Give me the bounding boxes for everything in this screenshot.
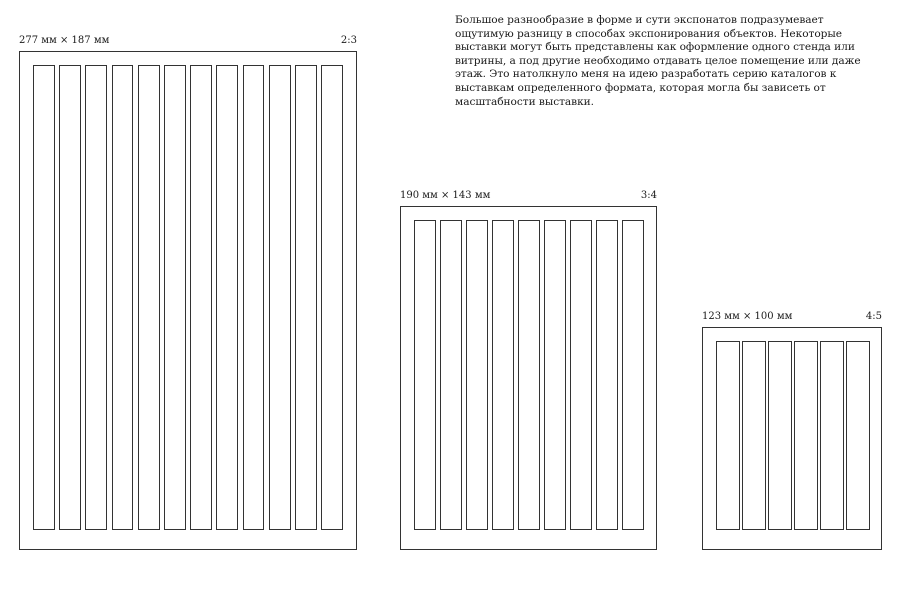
grid-column <box>596 220 618 530</box>
grid-column <box>492 220 514 530</box>
page-frame <box>702 327 882 550</box>
format-4-5 <box>702 311 882 550</box>
page-frame <box>19 51 357 550</box>
format-size-label: 190 мм × 143 мм <box>400 190 491 201</box>
grid-column <box>216 65 238 530</box>
grid-column <box>570 220 592 530</box>
grid-column <box>544 220 566 530</box>
grid-column <box>518 220 540 530</box>
grid-column <box>742 341 766 530</box>
grid-column <box>622 220 644 530</box>
format-size-label: 277 мм × 187 мм <box>19 35 110 46</box>
grid-column <box>295 65 317 530</box>
description-text: Большое разнообразие в форме и сути экспонатов подразумевает ощутимую разницу в способах экспонирования объектов. Некоторые выставки могут быть представлены как оформление одного стенда или витрины, а под другие необходимо отдавать целое помещение или даже этаж. Это натолкнуло меня на идею разработать серию каталогов к выставкам определенного формата, которая могла бы зависеть от масштабности выставки. <box>455 14 861 108</box>
format-ratio-label: 3:4 <box>640 190 657 201</box>
column-grid <box>33 65 343 530</box>
format-2-3 <box>19 35 357 550</box>
format-ratio-label: 2:3 <box>340 35 357 46</box>
grid-column <box>85 65 107 530</box>
grid-column <box>846 341 870 530</box>
grid-column <box>33 65 55 530</box>
grid-column <box>716 341 740 530</box>
format-size-label: 123 мм × 100 мм <box>702 311 793 322</box>
grid-column <box>820 341 844 530</box>
grid-column <box>440 220 462 530</box>
grid-column <box>269 65 291 530</box>
grid-column <box>466 220 488 530</box>
grid-column <box>59 65 81 530</box>
grid-column <box>243 65 265 530</box>
grid-column <box>414 220 436 530</box>
format-ratio-label: 4:5 <box>865 311 882 322</box>
grid-column <box>190 65 212 530</box>
column-grid <box>716 341 870 530</box>
grid-column <box>321 65 343 530</box>
page-frame <box>400 206 657 550</box>
grid-column <box>112 65 134 530</box>
grid-column <box>138 65 160 530</box>
grid-column <box>164 65 186 530</box>
format-3-4 <box>400 190 657 550</box>
grid-column <box>794 341 818 530</box>
column-grid <box>414 220 644 530</box>
grid-column <box>768 341 792 530</box>
